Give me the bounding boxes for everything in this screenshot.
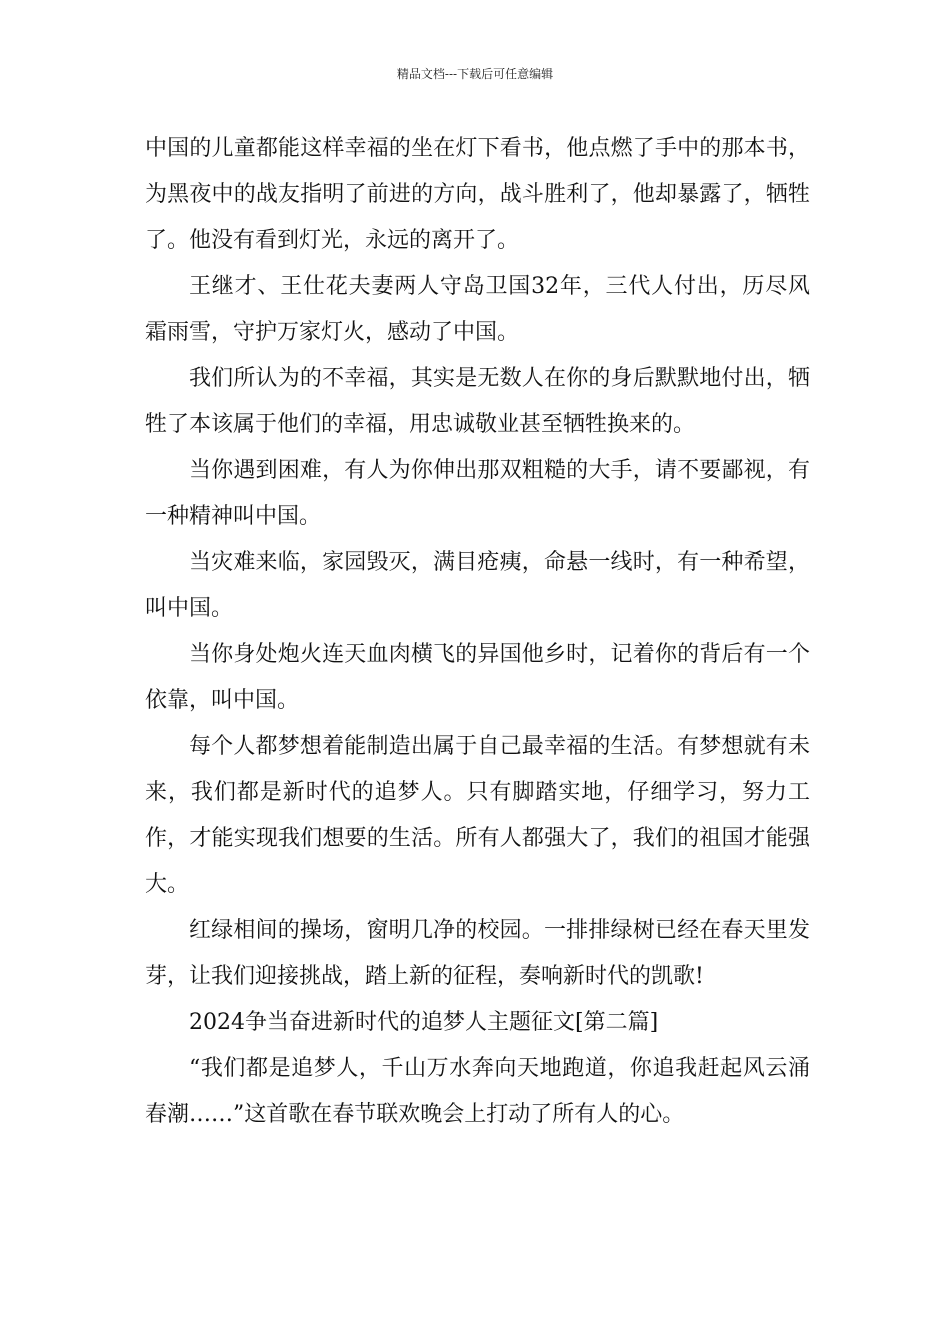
paragraph: 当你遇到困难，有人为你伸出那双粗糙的大手，请不要鄙视，有一种精神叫中国。 (145, 458, 810, 529)
section-title: 2024争当奋进新时代的追梦人主题征文[第二篇] (189, 1010, 659, 1035)
paragraph: “我们都是追梦人，千山万水奔向天地跑道，你追我赶起风云涌春潮……”这首歌在春节联欢晚会上打动了所有人的心。 (145, 1056, 810, 1127)
document-body (145, 126, 810, 1138)
paragraph: 当灾难来临，家园毁灭，满目疮痍，命悬一线时，有一种希望，叫中国。 (145, 550, 810, 621)
paragraph: 当你身处炮火连天血肉横飞的异国他乡时，记着你的背后有一个依靠，叫中国。 (145, 642, 810, 713)
paragraph: 红绿相间的操场，窗明几净的校园。一排排绿树已经在春天里发芽，让我们迎接挑战，踏上新的征程，奏响新时代的凯歌! (145, 918, 810, 989)
page-header: 精品文档---下载后可任意编辑 (396, 67, 554, 81)
paragraph: 每个人都梦想着能制造出属于自己最幸福的生活。有梦想就有未来，我们都是新时代的追梦人。只有脚踏实地，仔细学习，努力工作，才能实现我们想要的生活。所有人都强大了，我们的祖国才能强大。 (145, 734, 810, 897)
paragraph: 我们所认为的不幸福，其实是无数人在你的身后默默地付出，牺牲了本该属于他们的幸福，用忠诚敬业甚至牺牲换来的。 (145, 366, 810, 437)
paragraph: 中国的儿童都能这样幸福的坐在灯下看书，他点燃了手中的那本书，为黑夜中的战友指明了前进的方向，战斗胜利了，他却暴露了，牺牲了。他没有看到灯光，永远的离开了。 (145, 136, 810, 253)
paragraph: 王继才、王仕花夫妻两人守岛卫国32年，三代人付出，历尽风霜雨雪，守护万家灯火，感动了中国。 (145, 274, 810, 345)
